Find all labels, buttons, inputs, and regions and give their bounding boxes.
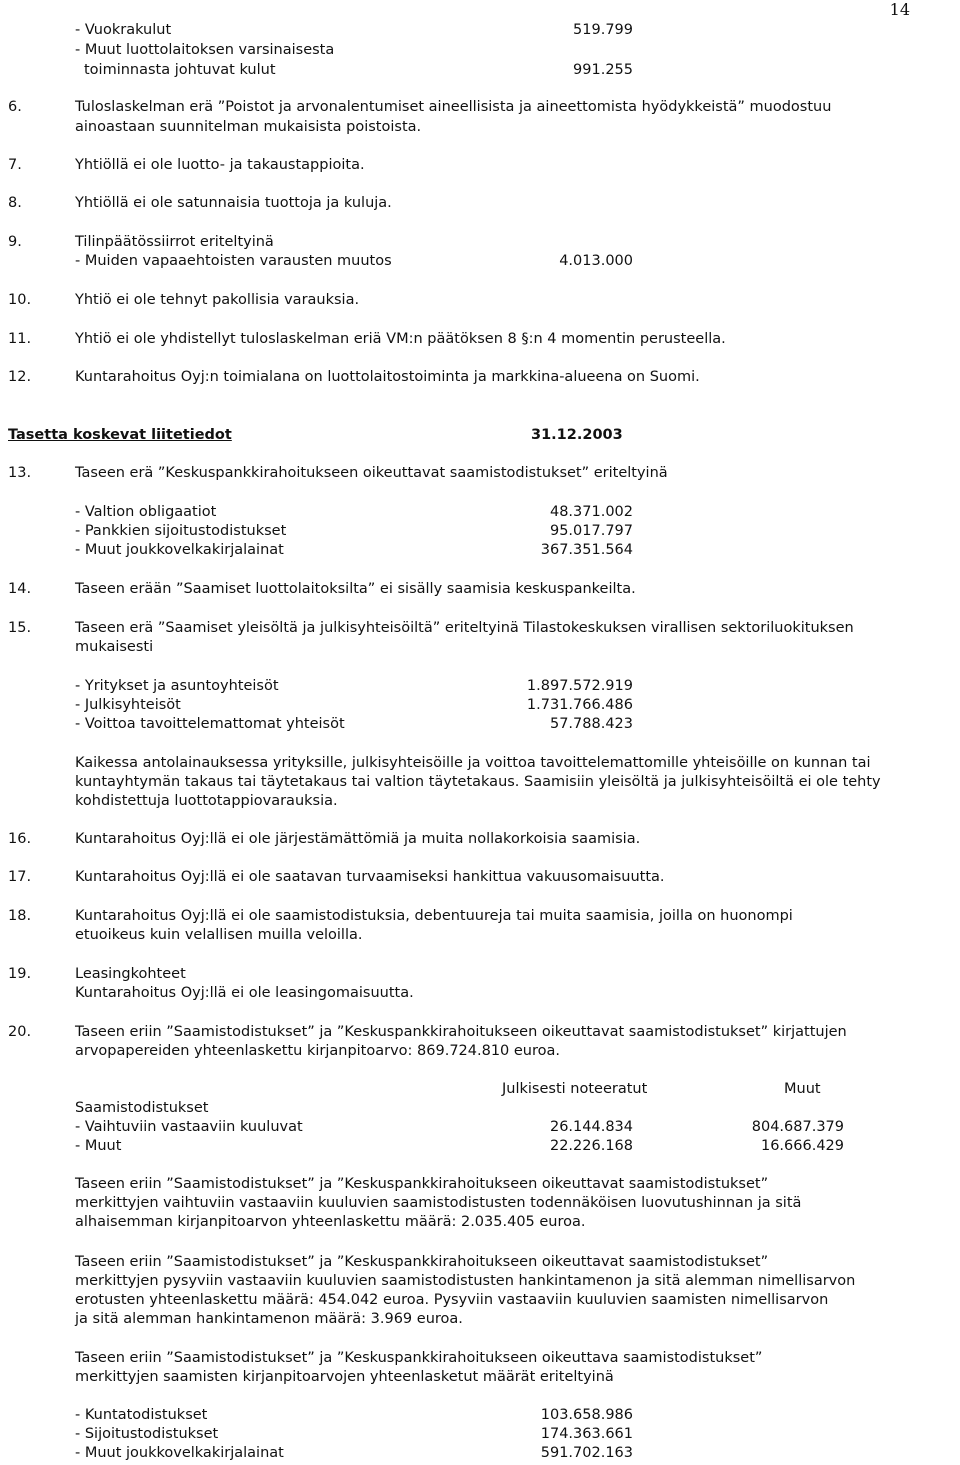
note-20-item-label: - Muut joukkovelkakirjalainat xyxy=(75,1445,284,1461)
note-20-para1-line3: alhaisemman kirjanpitoarvon yhteenlaskettu määrä: 2.035.405 euroa. xyxy=(75,1214,586,1230)
note-20-para3-line1: Taseen eriin ”Saamistodistukset” ja ”Keskuspankkirahoitukseen oikeuttava saamistodistukset” xyxy=(75,1350,763,1366)
note-12-text: Kuntarahoitus Oyj:n toimialana on luottolaitostoiminta ja markkina-alueena on Suomi. xyxy=(75,369,700,385)
expense-value-muut: 991.255 xyxy=(573,62,633,78)
note-9-item-value: 4.013.000 xyxy=(559,253,633,269)
note-7-text: Yhtiöllä ei ole luotto- ja takaustappioita. xyxy=(75,157,365,173)
note-20-number: 20. xyxy=(8,1024,32,1040)
note-18-text-line2: etuoikeus kuin velallisen muilla veloilla. xyxy=(75,927,363,943)
note-15-item-value: 57.788.423 xyxy=(549,716,633,732)
note-9-item-label: - Muiden vapaaehtoisten varausten muutos xyxy=(75,253,392,269)
note-13-text: Taseen erä ”Keskuspankkirahoitukseen oikeuttavat saamistodistukset” eriteltyinä xyxy=(75,465,668,481)
note-13-item-label: - Valtion obligaatiot xyxy=(75,504,217,520)
expense-value-vuokrakulut: 519.799 xyxy=(573,22,633,38)
note-13-item-value: 95.017.797 xyxy=(549,523,633,539)
note-16-text: Kuntarahoitus Oyj:llä ei ole järjestämättömiä ja muita nollakorkoisia saamisia. xyxy=(75,831,641,847)
note-16-number: 16. xyxy=(8,831,32,847)
note-17-text: Kuntarahoitus Oyj:llä ei ole saatavan turvaamiseksi hankittua vakuusomaisuutta. xyxy=(75,869,665,885)
note-10-number: 10. xyxy=(8,292,32,308)
note-15-item-label: - Yritykset ja asuntoyhteisöt xyxy=(75,678,279,694)
note-20-item-value: 591.702.163 xyxy=(540,1445,633,1461)
note-20-para2-line3: erotusten yhteenlaskettu määrä: 454.042 euroa. Pysyviin vastaaviin kuuluvien saamisten nimellisarvon xyxy=(75,1292,829,1308)
note-15-text-line1: Taseen erä ”Saamiset yleisöltä ja julkisyhteisöiltä” eriteltyinä Tilastokeskuksen virallisen sektoriluokituksen xyxy=(75,620,854,636)
note-13-item-value: 367.351.564 xyxy=(540,542,633,558)
note-20-item-value: 174.363.661 xyxy=(540,1426,633,1442)
note-15-paragraph-line3: kohdistettuja luottotappiovarauksia. xyxy=(75,793,338,809)
note-14-text: Taseen erään ”Saamiset luottolaitoksilta” ei sisälly saamisia keskuspankeilta. xyxy=(75,581,636,597)
note-20-para2-line2: merkittyjen pysyviin vastaaviin kuuluvien saamistodistusten hankintamenon ja sitä alemman nimellisarvon xyxy=(75,1273,856,1289)
note-20-para1-line2: merkittyjen vaihtuviin vastaaviin kuuluvien saamistodistusten todennäköisen luovutushinnan ja sitä xyxy=(75,1195,802,1211)
note-20-item-label: - Kuntatodistukset xyxy=(75,1407,208,1423)
expense-label-vuokrakulut: - Vuokrakulut xyxy=(75,22,172,38)
note-13-item-value: 48.371.002 xyxy=(549,504,633,520)
note-18-text-line1: Kuntarahoitus Oyj:llä ei ole saamistodistuksia, debentuureja tai muita saamisia, joilla on huonompi xyxy=(75,908,793,924)
expense-label-muut-line2: toiminnasta johtuvat kulut xyxy=(84,62,276,78)
note-6-number: 6. xyxy=(8,99,22,115)
note-6-text-line1: Tuloslaskelman erä ”Poistot ja arvonalentumiset aineellisista ja aineettomista hyödykkeistä” muodostuu xyxy=(75,99,832,115)
note-12-number: 12. xyxy=(8,369,32,385)
note-20-table-row-group: Saamistodistukset xyxy=(75,1100,209,1116)
note-20-table-header-listed: Julkisesti noteeratut xyxy=(502,1081,648,1097)
note-15-text-line2: mukaisesti xyxy=(75,639,154,655)
note-15-item-label: - Voittoa tavoittelemattomat yhteisöt xyxy=(75,716,345,732)
note-20-table-row-label: - Muut xyxy=(75,1138,122,1154)
note-13-number: 13. xyxy=(8,465,32,481)
note-20-para2-line4: ja sitä alemman hankintamenon määrä: 3.969 euroa. xyxy=(75,1311,463,1327)
note-11-number: 11. xyxy=(8,331,32,347)
note-15-item-value: 1.897.572.919 xyxy=(526,678,633,694)
note-7-number: 7. xyxy=(8,157,22,173)
section-date: 31.12.2003 xyxy=(531,427,623,443)
note-15-item-label: - Julkisyhteisöt xyxy=(75,697,181,713)
note-20-table-row-other: 804.687.379 xyxy=(751,1119,844,1135)
note-20-text-line2: arvopapereiden yhteenlaskettu kirjanpitoarvo: 869.724.810 euroa. xyxy=(75,1043,561,1059)
note-9-number: 9. xyxy=(8,234,22,250)
note-19-title: Leasingkohteet xyxy=(75,966,186,982)
note-13-item-label: - Muut joukkovelkakirjalainat xyxy=(75,542,284,558)
note-20-text-line1: Taseen eriin ”Saamistodistukset” ja ”Keskuspankkirahoitukseen oikeuttavat saamistodistukset” kirjattujen xyxy=(75,1024,847,1040)
note-20-table-row-label: - Vaihtuviin vastaaviin kuuluvat xyxy=(75,1119,303,1135)
note-6-text-line2: ainoastaan suunnitelman mukaisista poistoista. xyxy=(75,119,422,135)
note-18-number: 18. xyxy=(8,908,32,924)
note-15-number: 15. xyxy=(8,620,32,636)
note-14-number: 14. xyxy=(8,581,32,597)
note-15-item-value: 1.731.766.486 xyxy=(526,697,633,713)
note-20-item-value: 103.658.986 xyxy=(540,1407,633,1423)
note-10-text: Yhtiö ei ole tehnyt pakollisia varauksia. xyxy=(75,292,360,308)
note-8-number: 8. xyxy=(8,195,22,211)
note-20-table-row-listed: 26.144.834 xyxy=(549,1119,633,1135)
note-20-item-label: - Sijoitustodistukset xyxy=(75,1426,219,1442)
note-15-paragraph-line2: kuntayhtymän takaus tai täytetakaus tai valtion täytetakaus. Saamisiin yleisöltä ja julkisyhteisöiltä ei ole tehty xyxy=(75,774,881,790)
note-19-text: Kuntarahoitus Oyj:llä ei ole leasingomaisuutta. xyxy=(75,985,414,1001)
note-13-item-label: - Pankkien sijoitustodistukset xyxy=(75,523,287,539)
note-17-number: 17. xyxy=(8,869,32,885)
section-heading: Tasetta koskevat liitetiedot xyxy=(8,427,232,443)
note-20-para3-line2: merkittyjen saamisten kirjanpitoarvojen yhteenlasketut määrät eriteltyinä xyxy=(75,1369,614,1385)
note-8-text: Yhtiöllä ei ole satunnaisia tuottoja ja kuluja. xyxy=(75,195,392,211)
note-20-table-header-other: Muut xyxy=(784,1081,821,1097)
page-number: 14 xyxy=(889,0,910,19)
note-20-table-row-listed: 22.226.168 xyxy=(549,1138,633,1154)
expense-label-muut-line1: - Muut luottolaitoksen varsinaisesta xyxy=(75,42,335,58)
note-20-table-row-other: 16.666.429 xyxy=(760,1138,844,1154)
note-20-para1-line1: Taseen eriin ”Saamistodistukset” ja ”Keskuspankkirahoitukseen oikeuttavat saamistodistukset” xyxy=(75,1176,769,1192)
note-20-para2-line1: Taseen eriin ”Saamistodistukset” ja ”Keskuspankkirahoitukseen oikeuttavat saamistodistukset” xyxy=(75,1254,769,1270)
note-11-text: Yhtiö ei ole yhdistellyt tuloslaskelman eriä VM:n päätöksen 8 §:n 4 momentin perusteella. xyxy=(75,331,726,347)
note-9-title: Tilinpäätössiirrot eriteltyinä xyxy=(75,234,274,250)
note-15-paragraph-line1: Kaikessa antolainauksessa yrityksille, julkisyhteisöille ja voittoa tavoittelemattomille yhteisöille on kunnan tai xyxy=(75,755,871,771)
note-19-number: 19. xyxy=(8,966,32,982)
